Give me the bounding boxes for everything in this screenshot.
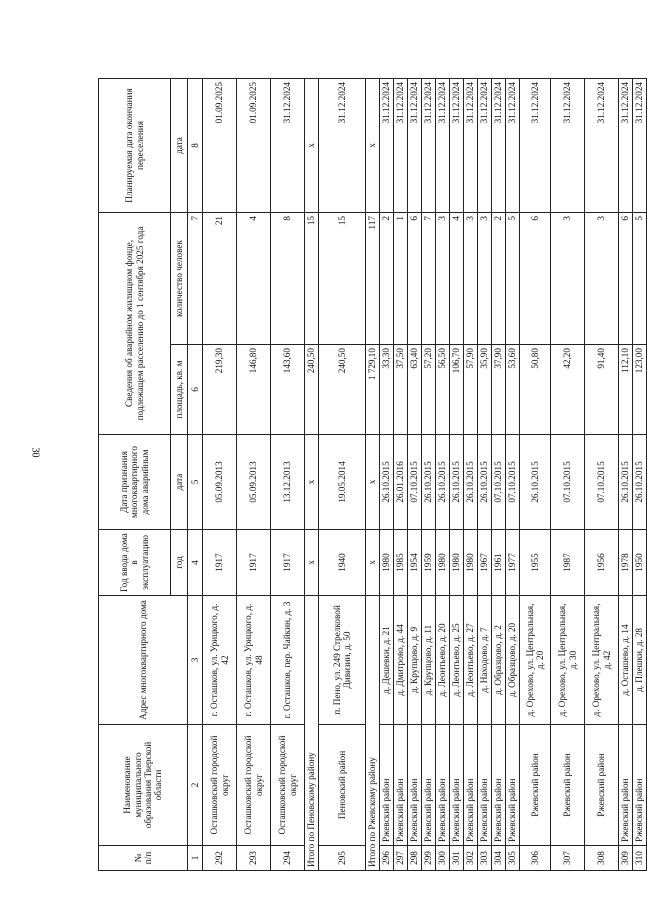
- table-row: [422, 78, 436, 870]
- cell-municipality: Осташковский городской округ: [203, 725, 237, 846]
- cell-area: 146,80: [237, 345, 271, 435]
- cell-date: 07.10.2015: [506, 435, 520, 530]
- cell-area: 240,50: [319, 345, 366, 435]
- cell-year: 1961: [492, 530, 506, 596]
- cell-area: 50,80: [520, 345, 551, 435]
- cell-municipality: Ржевский район: [422, 725, 436, 846]
- cell-planned: 31.12.2024: [619, 78, 633, 212]
- table-row: [436, 78, 450, 870]
- header-col-year: Год ввода дома в эксплуатацию: [99, 530, 171, 596]
- cell-municipality: Ржевский район: [464, 725, 478, 846]
- cell-planned: 01.09.2025: [237, 78, 271, 212]
- header-col-info: Сведения об аварийном жилищном фонде, подлежащем расселению до 1 сентября 2025 года: [99, 212, 171, 434]
- cell-planned: 31.12.2024: [478, 78, 492, 212]
- cell-people: 8: [271, 212, 305, 344]
- cell-area: 91,40: [585, 345, 619, 435]
- header-col-address: Адрес многоквартирного дома: [99, 596, 188, 725]
- cell-date: 26.10.2015: [633, 435, 647, 530]
- cell-no: 309: [619, 846, 633, 871]
- table-row: [551, 78, 585, 870]
- header-col-municipality: Наименование муниципального образования Тверской области: [99, 725, 188, 846]
- cell-year: 1980: [464, 530, 478, 596]
- cell-year: 1955: [520, 530, 551, 596]
- column-number: 7: [188, 212, 203, 344]
- table-row: [478, 78, 492, 870]
- cell-planned: 31.12.2024: [271, 78, 305, 212]
- emergency-housing-table: [98, 78, 647, 871]
- cell-people: 21: [203, 212, 237, 344]
- table-row: [271, 78, 305, 870]
- cell-area: 35,90: [478, 345, 492, 435]
- cell-address: г. Осташков, пер. Чайкин, д. 3: [271, 596, 305, 725]
- cell-people: 1: [394, 212, 408, 344]
- cell-people: 4: [237, 212, 271, 344]
- cell-municipality: Ржевский район: [450, 725, 464, 846]
- cell-no: 296: [380, 846, 394, 871]
- cell-date: 07.10.2015: [551, 435, 585, 530]
- cell-area: 106,70: [450, 345, 464, 435]
- cell-date: 26.10.2015: [478, 435, 492, 530]
- cell-municipality: Пеновский район: [319, 725, 366, 846]
- cell-address: п. Пено, ул. 249 Стрелковой Дивизии, д. 50: [319, 596, 366, 725]
- cell-municipality: Ржевский район: [619, 725, 633, 846]
- cell-no: 306: [520, 846, 551, 871]
- cell-year: 1985: [394, 530, 408, 596]
- cell-municipality: Ржевский район: [551, 725, 585, 846]
- cell-address: д. Крупцово, д. 11: [422, 596, 436, 725]
- total-label: Итого по Ржевскому району: [366, 596, 380, 871]
- cell-year: x: [305, 530, 319, 596]
- cell-year: 1950: [633, 530, 647, 596]
- cell-municipality: Осташковский городской округ: [237, 725, 271, 846]
- cell-planned: x: [366, 78, 380, 212]
- cell-area: 112,10: [619, 345, 633, 435]
- cell-area: 57,20: [422, 345, 436, 435]
- cell-planned: 31.12.2024: [585, 78, 619, 212]
- header-col-recognition: Дата признания многоквартирного дома аварийным: [99, 435, 171, 530]
- cell-date: x: [366, 435, 380, 530]
- cell-municipality: Ржевский район: [408, 725, 422, 846]
- cell-people: 7: [422, 212, 436, 344]
- cell-municipality: Ржевский район: [492, 725, 506, 846]
- table-row: [492, 78, 506, 870]
- cell-municipality: Ржевский район: [436, 725, 450, 846]
- total-row-peno: [305, 78, 319, 870]
- column-number: 4: [188, 530, 203, 596]
- cell-planned: 31.12.2024: [506, 78, 520, 212]
- table-row: [408, 78, 422, 870]
- cell-no: 299: [422, 846, 436, 871]
- cell-planned: 31.12.2024: [394, 78, 408, 212]
- cell-year: 1917: [271, 530, 305, 596]
- cell-year: 1959: [422, 530, 436, 596]
- header-col-no: № п/п: [99, 846, 188, 871]
- cell-year: 1967: [478, 530, 492, 596]
- cell-address: д. Плешки, д. 28: [633, 596, 647, 725]
- cell-year: 1940: [319, 530, 366, 596]
- cell-no: 292: [203, 846, 237, 871]
- cell-planned: 31.12.2024: [633, 78, 647, 212]
- cell-area: 143,60: [271, 345, 305, 435]
- cell-address: г. Осташков, ул. Урицкого, д. 48: [237, 596, 271, 725]
- header-sub-planned: дата: [171, 78, 188, 212]
- page-number: 30: [29, 447, 41, 458]
- cell-people: 6: [408, 212, 422, 344]
- table-row: [450, 78, 464, 870]
- cell-date: 05.09.2013: [203, 435, 237, 530]
- column-number: 1: [188, 846, 203, 871]
- cell-people: 117: [366, 212, 380, 344]
- cell-no: 308: [585, 846, 619, 871]
- cell-address: д. Образцово, д. 2: [492, 596, 506, 725]
- cell-no: 302: [464, 846, 478, 871]
- cell-area: 1 729,10: [366, 345, 380, 435]
- cell-address: д. Орехово, ул. Центральная, д. 42: [585, 596, 619, 725]
- cell-no: 300: [436, 846, 450, 871]
- cell-year: 1956: [585, 530, 619, 596]
- header-sub-year: год: [171, 530, 188, 596]
- table-row: [237, 78, 271, 870]
- cell-address: д. Леонтьево, д. 20: [436, 596, 450, 725]
- cell-date: 26.10.2015: [619, 435, 633, 530]
- cell-address: д. Крупцово, д. 9: [408, 596, 422, 725]
- cell-date: 13.12.2013: [271, 435, 305, 530]
- column-number: 2: [188, 725, 203, 846]
- cell-municipality: Осташковский городской округ: [271, 725, 305, 846]
- cell-date: 26.10.2015: [450, 435, 464, 530]
- cell-address: д. Находово, д. 7: [478, 596, 492, 725]
- cell-municipality: Ржевский район: [394, 725, 408, 846]
- total-label: Итого по Пеновскому району: [305, 596, 319, 871]
- cell-no: 310: [633, 846, 647, 871]
- cell-planned: 31.12.2024: [464, 78, 478, 212]
- cell-date: 07.10.2015: [585, 435, 619, 530]
- cell-address: д. Леонтьево, д. 27: [464, 596, 478, 725]
- total-row-rzhev: [366, 78, 380, 870]
- cell-year: 1954: [408, 530, 422, 596]
- cell-no: 293: [237, 846, 271, 871]
- cell-area: 33,30: [380, 345, 394, 435]
- cell-people: 5: [506, 212, 520, 344]
- cell-date: 26.10.2015: [436, 435, 450, 530]
- column-number: 3: [188, 596, 203, 725]
- column-number: 8: [188, 78, 203, 212]
- table-row: [394, 78, 408, 870]
- cell-municipality: Ржевский район: [380, 725, 394, 846]
- cell-year: x: [366, 530, 380, 596]
- cell-planned: 31.12.2024: [422, 78, 436, 212]
- cell-area: 53,60: [506, 345, 520, 435]
- cell-people: 6: [619, 212, 633, 344]
- cell-planned: 31.12.2024: [551, 78, 585, 212]
- table-row: [619, 78, 633, 870]
- cell-people: 2: [492, 212, 506, 344]
- cell-planned: 31.12.2024: [450, 78, 464, 212]
- cell-people: 4: [450, 212, 464, 344]
- cell-municipality: Ржевский район: [506, 725, 520, 846]
- cell-no: 297: [394, 846, 408, 871]
- header-sub-date: дата: [171, 435, 188, 530]
- header-col-planned: Планируемая дата окончания переселения: [99, 78, 171, 212]
- header-sub-area: площадь, кв. м: [171, 345, 188, 435]
- cell-date: 05.09.2013: [237, 435, 271, 530]
- cell-municipality: Ржевский район: [520, 725, 551, 846]
- rotated-table-wrapper: [98, 79, 645, 871]
- cell-people: 3: [585, 212, 619, 344]
- cell-no: 301: [450, 846, 464, 871]
- cell-area: 42,20: [551, 345, 585, 435]
- cell-address: г. Осташков, ул. Урицкого, д. 42: [203, 596, 237, 725]
- cell-address: д. Дешевки, д. 21: [380, 596, 394, 725]
- cell-people: 2: [380, 212, 394, 344]
- cell-area: 57,90: [464, 345, 478, 435]
- cell-area: 219,30: [203, 345, 237, 435]
- cell-year: 1978: [619, 530, 633, 596]
- cell-year: 1980: [436, 530, 450, 596]
- cell-address: д. Орехово, ул. Центральная, д. 30: [551, 596, 585, 725]
- cell-area: 37,90: [492, 345, 506, 435]
- cell-people: 15: [319, 212, 366, 344]
- cell-address: д. Орехово, ул. Центральная, д. 20: [520, 596, 551, 725]
- cell-area: 240,50: [305, 345, 319, 435]
- cell-no: 307: [551, 846, 585, 871]
- cell-no: 294: [271, 846, 305, 871]
- cell-address: д. Осташево, д. 14: [619, 596, 633, 725]
- cell-date: 07.10.2015: [408, 435, 422, 530]
- header-sub-people: количество человек: [171, 212, 188, 344]
- table-row: [585, 78, 619, 870]
- cell-planned: 31.12.2024: [380, 78, 394, 212]
- cell-people: 3: [478, 212, 492, 344]
- cell-area: 123,00: [633, 345, 647, 435]
- cell-no: 305: [506, 846, 520, 871]
- cell-date: 07.10.2015: [492, 435, 506, 530]
- cell-people: 3: [436, 212, 450, 344]
- cell-area: 56,50: [436, 345, 450, 435]
- cell-date: 26.10.2015: [422, 435, 436, 530]
- cell-municipality: Ржевский район: [633, 725, 647, 846]
- cell-address: д. Леонтьево, д. 25: [450, 596, 464, 725]
- cell-municipality: Ржевский район: [478, 725, 492, 846]
- table-row: [520, 78, 551, 870]
- cell-year: 1987: [551, 530, 585, 596]
- cell-planned: 01.09.2025: [203, 78, 237, 212]
- cell-no: 304: [492, 846, 506, 871]
- cell-planned: 31.12.2024: [492, 78, 506, 212]
- cell-planned: 31.12.2024: [408, 78, 422, 212]
- cell-area: 63,40: [408, 345, 422, 435]
- cell-date: 26.10.2015: [464, 435, 478, 530]
- header-row: [99, 78, 171, 870]
- cell-no: 295: [319, 846, 366, 871]
- cell-date: 26.01.2016: [394, 435, 408, 530]
- cell-planned: 31.12.2024: [520, 78, 551, 212]
- table-row: [203, 78, 237, 870]
- table-row: [464, 78, 478, 870]
- cell-date: 19.05.2014: [319, 435, 366, 530]
- cell-people: 3: [464, 212, 478, 344]
- table-row: [319, 78, 366, 870]
- cell-people: 6: [520, 212, 551, 344]
- column-number-row: [188, 78, 203, 870]
- cell-people: 3: [551, 212, 585, 344]
- cell-year: 1917: [237, 530, 271, 596]
- column-number: 5: [188, 435, 203, 530]
- cell-date: x: [305, 435, 319, 530]
- cell-year: 1917: [203, 530, 237, 596]
- cell-no: 303: [478, 846, 492, 871]
- cell-year: 1980: [380, 530, 394, 596]
- cell-address: д. Образцово, д. 20: [506, 596, 520, 725]
- column-number: 6: [188, 345, 203, 435]
- cell-planned: x: [305, 78, 319, 212]
- cell-no: 298: [408, 846, 422, 871]
- cell-planned: 31.12.2024: [436, 78, 450, 212]
- cell-date: 26.10.2015: [520, 435, 551, 530]
- cell-planned: 31.12.2024: [319, 78, 366, 212]
- cell-people: 5: [633, 212, 647, 344]
- table-row: [506, 78, 520, 870]
- cell-people: 15: [305, 212, 319, 344]
- cell-year: 1980: [450, 530, 464, 596]
- cell-area: 37,50: [394, 345, 408, 435]
- cell-year: 1977: [506, 530, 520, 596]
- cell-address: д. Дмитрово, д. 44: [394, 596, 408, 725]
- table-row: [380, 78, 394, 870]
- table-row: [633, 78, 647, 870]
- cell-date: 26.10.2015: [380, 435, 394, 530]
- cell-municipality: Ржевский район: [585, 725, 619, 846]
